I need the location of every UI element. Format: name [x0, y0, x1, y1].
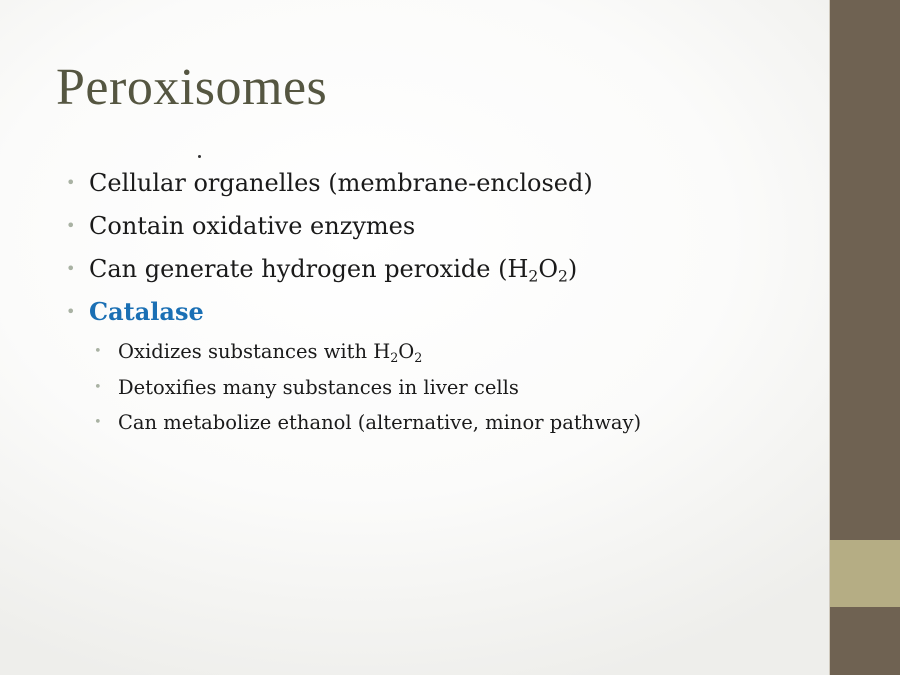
bullet-text: Cellular organelles (membrane-enclosed) — [89, 169, 593, 197]
subscript: 2 — [528, 267, 539, 286]
bullet-dot-icon: • — [94, 415, 102, 430]
subscript: 2 — [414, 349, 423, 365]
bullet-text-suffix: ) — [567, 255, 578, 283]
sidebar-accent-block — [830, 540, 900, 607]
bullet-item-enzymes — [66, 209, 641, 252]
bullet-text: Contain oxidative enzymes — [89, 212, 416, 240]
subscript: 2 — [390, 349, 399, 365]
bullet-dot-icon: • — [94, 379, 102, 395]
sub-bullet-text: Can metabolize ethanol (alternative, minor pathway) — [118, 411, 642, 434]
bullet-item-catalase — [66, 295, 641, 338]
stray-dot — [198, 155, 201, 158]
sub-bullet-text: Detoxifies many substances in liver cells — [118, 375, 519, 399]
bullet-dot-icon: • — [94, 344, 102, 359]
sidebar-edge-line — [829, 0, 830, 675]
bullet-dot-icon: • — [66, 302, 76, 321]
sub-bullet-item-ethanol — [66, 409, 641, 445]
bullet-list — [66, 166, 641, 445]
sub-bullet-item-oxidizes — [66, 338, 641, 374]
bullet-text-highlight: Catalase — [89, 297, 204, 326]
bullet-dot-icon: • — [66, 216, 76, 235]
sub-bullet-item-detoxifies — [66, 374, 641, 410]
bullet-item-peroxide — [66, 252, 641, 295]
bullet-item-organelles — [66, 166, 641, 209]
bullet-dot-icon: • — [66, 173, 76, 192]
sub-bullet-text-prefix: Oxidizes substances with H — [118, 340, 391, 363]
bullet-text-prefix: Can generate hydrogen peroxide (H — [89, 255, 529, 283]
bullet-text-mid: O — [538, 255, 558, 283]
bullet-dot-icon: • — [66, 259, 76, 278]
slide-title: Peroxisomes — [56, 59, 328, 116]
sub-bullet-text-mid: O — [398, 340, 415, 363]
subscript: 2 — [558, 267, 568, 286]
